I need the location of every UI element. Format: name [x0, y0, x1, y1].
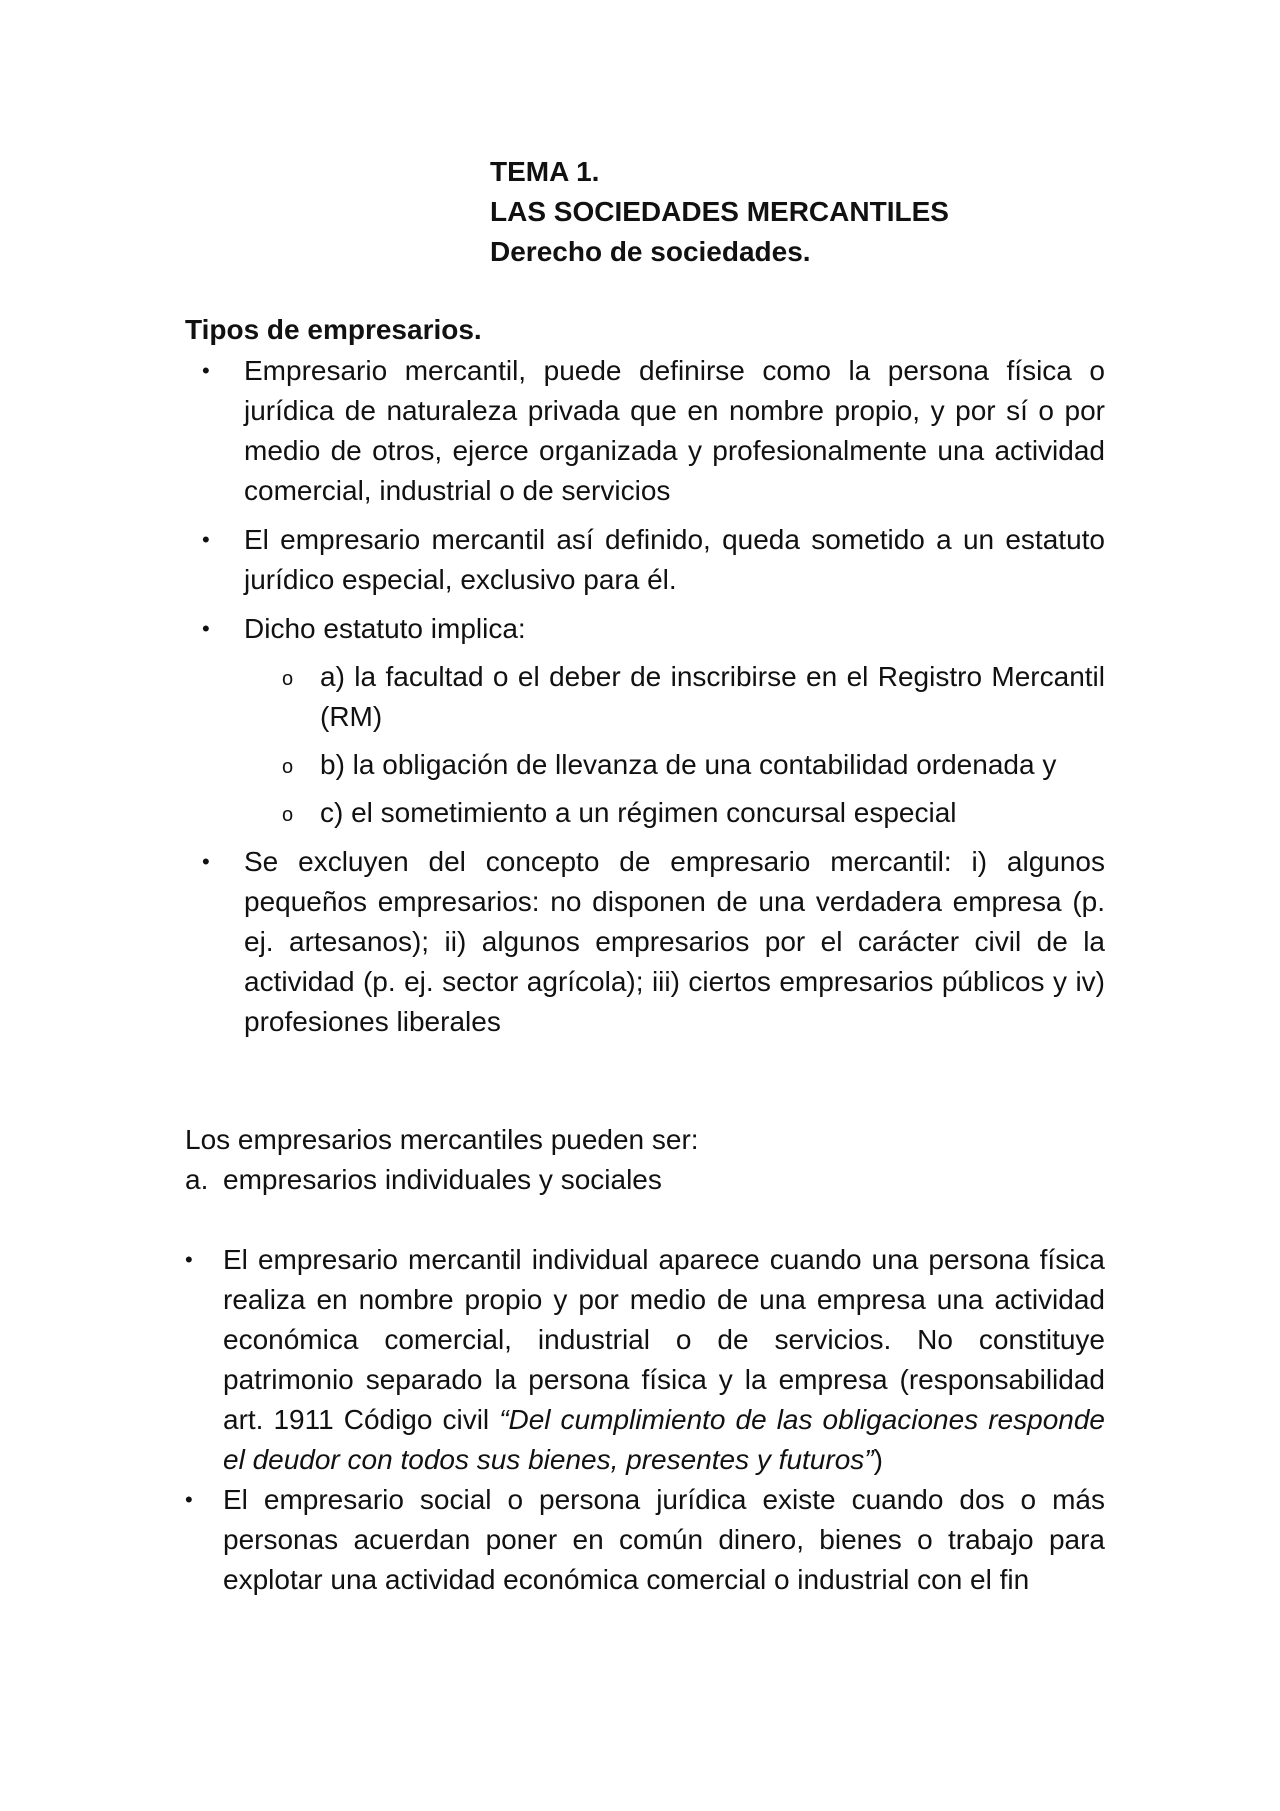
- bullet-icon: •: [202, 849, 210, 874]
- document-header: [490, 152, 949, 272]
- sublist-item: [244, 793, 1105, 833]
- topic-title: LAS SOCIEDADES MERCANTILES: [490, 196, 949, 227]
- empresarios-bullet-list: [185, 351, 1105, 1051]
- list-item: [185, 842, 1105, 1042]
- topic-subtitle: Derecho de sociedades.: [490, 236, 811, 267]
- topic-number: TEMA 1.: [490, 156, 600, 187]
- list-item: [185, 1480, 1105, 1600]
- list-item-text: El empresario mercantil así definido, queda sometido a un estatuto jurídico especial, exclusivo para él.: [244, 524, 1105, 595]
- list-item: [185, 351, 1105, 511]
- sub-bullet-icon: o: [282, 668, 294, 690]
- empresario-types-list: [185, 1240, 1105, 1600]
- sublist-item-text: b) la obligación de llevanza de una contabilidad ordenada y: [320, 749, 1057, 780]
- list-item-text: El empresario social o persona jurídica existe cuando dos o más personas acuerdan poner en común dinero, bienes o trabajo para explotar una actividad económica comercial o industrial con el fin: [223, 1484, 1105, 1595]
- sub-bullet-icon: o: [282, 756, 294, 778]
- bullet-icon: •: [202, 527, 210, 552]
- empresarios-intro: [185, 1120, 1105, 1200]
- bullet-icon: •: [202, 358, 210, 383]
- bullet-icon: •: [202, 616, 210, 641]
- civil-code-quote: “Del cumplimiento de las obligaciones responde el deudor con todos sus bienes, presentes y futuros”: [223, 1404, 1105, 1475]
- intro-line: Los empresarios mercantiles pueden ser:: [185, 1124, 699, 1155]
- bullet-icon: •: [185, 1247, 193, 1272]
- list-item: [185, 609, 1105, 833]
- list-item-text: El empresario mercantil individual aparece cuando una persona física realiza en nombre propio y por medio de una empresa una actividad económica comercial, industrial o de servicios. No constituye patrimonio separado la persona física y la empresa (responsabilidad art. 1911 Código civil: [223, 1244, 1105, 1435]
- sublist-item: [244, 745, 1105, 785]
- alpha-item-text: empresarios individuales y sociales: [223, 1164, 662, 1195]
- alpha-marker: a.: [185, 1164, 209, 1195]
- sublist-item: [244, 657, 1105, 737]
- list-item: [185, 520, 1105, 600]
- estatuto-sublist: [244, 657, 1105, 833]
- list-item-text: Se excluyen del concepto de empresario mercantil: i) algunos pequeños empresarios: no disponen de una verdadera empresa (p. ej. artesanos); ii) algunos empresarios por el carácter civil de la actividad (p. ej. sector agrícola); iii) ciertos empresarios públicos y iv) profesiones liberales: [244, 846, 1105, 1037]
- bullet-icon: •: [185, 1487, 193, 1512]
- sublist-item-text: a) la facultad o el deber de inscribirse en el Registro Mercantil (RM): [320, 661, 1105, 732]
- list-item-text: Empresario mercantil, puede definirse como la persona física o jurídica de naturaleza privada que en nombre propio, y por sí o por medio de otros, ejerce organizada y profesionalmente una actividad comercial, industrial o de servicios: [244, 355, 1105, 506]
- sub-bullet-icon: o: [282, 804, 294, 826]
- list-item-text: Dicho estatuto implica:: [244, 613, 526, 644]
- list-item: [185, 1240, 1105, 1480]
- list-item-tail: ): [873, 1444, 883, 1475]
- sublist-item-text: c) el sometimiento a un régimen concursal especial: [320, 797, 957, 828]
- section-heading: Tipos de empresarios.: [185, 314, 482, 345]
- alpha-list-item: [185, 1160, 1105, 1200]
